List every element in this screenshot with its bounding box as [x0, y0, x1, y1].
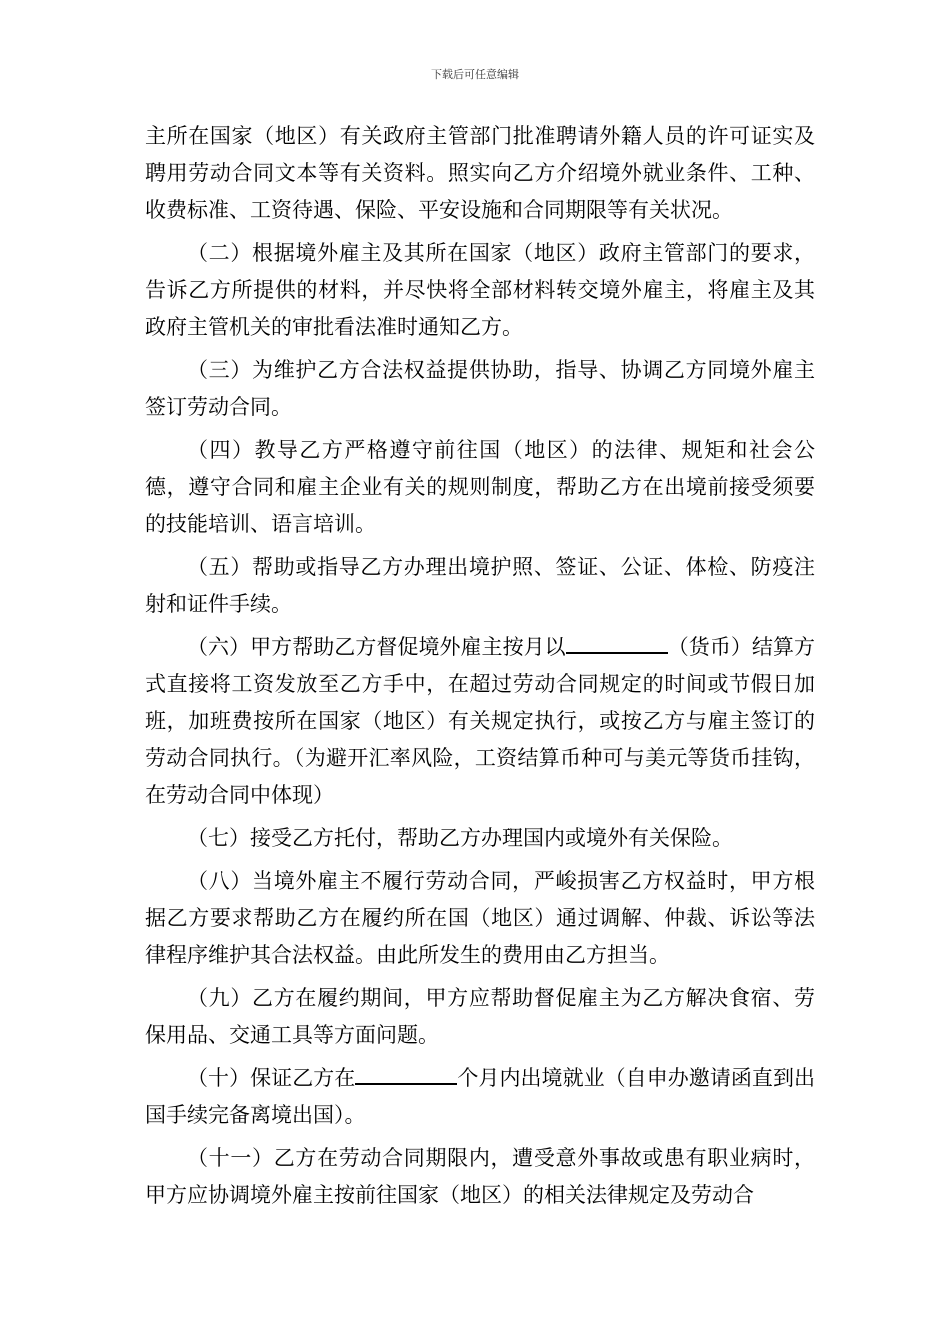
- page-header-note: 下载后可任意编辑: [431, 68, 519, 81]
- document-body: [145, 118, 815, 1220]
- paragraph-item-5: （五）帮助或指导乙方办理出境护照、签证、公证、体检、防疫注射和证件手续。: [145, 555, 815, 616]
- paragraph-item-3: （三）为维护乙方合法权益提供协助，指导、协调乙方同境外雇主签订劳动合同。: [145, 358, 815, 419]
- paragraph-item-6-before: （六）甲方帮助乙方督促境外雇主按月以: [187, 635, 566, 659]
- paragraph-item-10-before: （十）保证乙方在: [187, 1066, 356, 1090]
- currency-blank-line: [566, 630, 668, 654]
- paragraph-item-7: （七）接受乙方托付，帮助乙方办理国内或境外有关保险。: [187, 826, 733, 850]
- paragraph-item-8: （八）当境外雇主不履行劳动合同，严峻损害乙方权益时，甲方根据乙方要求帮助乙方在履约所在国（地区）通过调解、仲裁、诉讼等法律程序维护其合法权益。由此所发生的费用由乙方担当。: [145, 869, 815, 967]
- paragraph-item-10-after: 个月内出境就业（自申办邀请函直到出国手续完备离境出国）。: [145, 1066, 816, 1127]
- paragraph-item-2: （二）根据境外雇主及其所在国家（地区）政府主管部门的要求，告诉乙方所提供的材料，并尽快将全部材料转交境外雇主，将雇主及其政府主管机关的审批看法准时通知乙方。: [145, 241, 815, 339]
- paragraph-item-4: （四）教导乙方严格遵守前往国（地区）的法律、规矩和社会公德，遵守合同和雇主企业有关的规则制度，帮助乙方在出境前接受须要的技能培训、语言培训。: [145, 438, 815, 536]
- paragraph-item-6: [145, 629, 815, 814]
- paragraph-item-10: [145, 1060, 815, 1134]
- paragraph-item-11: （十一）乙方在劳动合同期限内，遭受意外事故或患有职业病时，甲方应协调境外雇主按前往国家（地区）的相关法律规定及劳动合: [145, 1146, 815, 1207]
- paragraph-item-9: （九）乙方在履约期间，甲方应帮助督促雇主为乙方解决食宿、劳保用品、交通工具等方面问题。: [145, 986, 815, 1047]
- months-blank-line: [355, 1061, 457, 1085]
- paragraph-continuation: 主所在国家（地区）有关政府主管部门批准聘请外籍人员的许可证实及聘用劳动合同文本等有关资料。照实向乙方介绍境外就业条件、工种、收费标准、工资待遇、保险、平安设施和合同期限等有关状况。: [145, 124, 815, 222]
- paragraph-item-6-after: （货币）结算方式直接将工资发放至乙方手中，在超过劳动合同规定的时间或节假日加班，加班费按所在国家（地区）有关规定执行，或按乙方与雇主签订的劳动合同执行。（为避开汇率风险，工资结算币种可与美元等货币挂钩，在劳动合同中体现）: [145, 635, 815, 807]
